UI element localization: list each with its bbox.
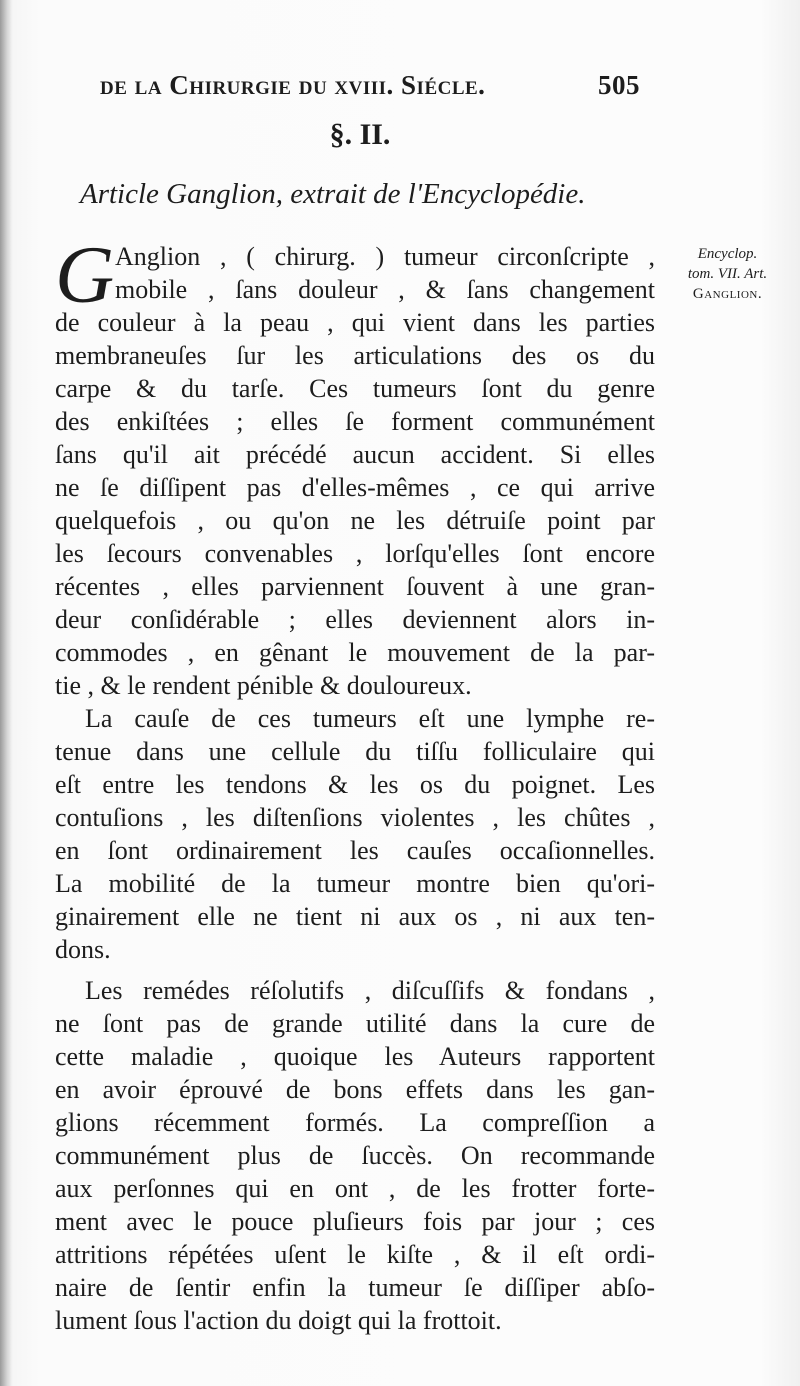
text-line: communément plus de ſuccès. On recommande	[55, 1141, 655, 1170]
text-line: deur conſidérable ; elles deviennent alors in-	[55, 605, 655, 634]
text-line: ginairement elle ne tient ni aux os , ni aux ten-	[55, 902, 655, 931]
page-gutter-shadow	[0, 0, 12, 1386]
text-line: récentes , elles parviennent ſouvent à une gran-	[55, 572, 655, 601]
text-line: eſt entre les tendons & les os du poignet. Les	[55, 770, 655, 799]
text-line: lument ſous l'action du doigt qui la frottoit.	[55, 1306, 502, 1335]
text-line: cette maladie , quoique les Auteurs rapportent	[55, 1042, 655, 1071]
margin-note-line: tom. VII. Art.	[687, 266, 768, 282]
text-line: carpe & du tarſe. Ces tumeurs ſont du genre	[55, 374, 655, 403]
text-line: naire de ſentir enfin la tumeur ſe diſſiper abſo-	[55, 1273, 655, 1302]
text-line: de couleur à la peau , qui vient dans les parties	[55, 308, 655, 337]
text-line: Les remédes réſolutifs , diſcuſſifs & fondans ,	[85, 976, 655, 1005]
text-line: glions récemment formés. La compreſſion a	[55, 1108, 655, 1137]
margin-note-line: Ganglion.	[692, 286, 763, 302]
text-line: Anglion , ( chirurg. ) tumeur circonſcripte ,	[115, 242, 655, 271]
running-title: de la Chirurgie du xviii. Siécle.	[100, 70, 486, 100]
text-line: La mobilité de la tumeur montre bien qu'ori-	[55, 869, 655, 898]
drop-cap: G	[55, 229, 115, 320]
text-line: les ſecours convenables , lorſqu'elles ſont encore	[55, 539, 655, 568]
margin-note-line: Encyclop.	[697, 246, 758, 262]
text-line: ne ſont pas de grande utilité dans la cure de	[55, 1009, 655, 1038]
running-header	[100, 62, 640, 112]
body-text	[55, 229, 655, 1337]
text-line: ne ſe diſſipent pas d'elles-mêmes , ce qui arrive	[55, 473, 655, 502]
text-line: attritions répétées uſent le kiſte , & il eſt ordi-	[55, 1240, 655, 1269]
margin-note	[660, 244, 795, 304]
text-line: en ſont ordinairement les cauſes occaſionnelles.	[55, 836, 655, 865]
text-line: tenue dans une cellule du tiſſu folliculaire qui	[55, 737, 655, 766]
page-number: 505	[598, 70, 640, 100]
text-line: tie , & le rendent pénible & douloureux.	[55, 671, 472, 700]
text-line: quelquefois , ou qu'on ne les détruiſe point par	[55, 506, 655, 535]
text-line: ſans qu'il ait précédé aucun accident. Si elles	[55, 440, 655, 469]
text-line: membraneuſes ſur les articulations des os du	[55, 341, 655, 370]
text-line: en avoir éprouvé de bons effets dans les gan-	[55, 1075, 655, 1104]
text-line: aux perſonnes qui en ont , de les frotter forte-	[55, 1174, 655, 1203]
text-line: dons.	[55, 935, 111, 964]
text-line: ment avec le pouce pluſieurs fois par jour ; ces	[55, 1207, 655, 1236]
article-title: Article Ganglion, extrait de l'Encyclopédie.	[80, 178, 586, 210]
text-line: contuſions , les diſtenſions violentes , les chûtes ,	[55, 803, 655, 832]
section-heading: §. II.	[329, 118, 391, 151]
text-line: commodes , en gênant le mouvement de la par-	[55, 638, 655, 667]
text-line: des enkiſtées ; elles ſe forment communément	[55, 407, 655, 436]
text-line: La cauſe de ces tumeurs eſt une lymphe re-	[85, 704, 655, 733]
text-line: mobile , ſans douleur , & ſans changement	[115, 275, 655, 304]
